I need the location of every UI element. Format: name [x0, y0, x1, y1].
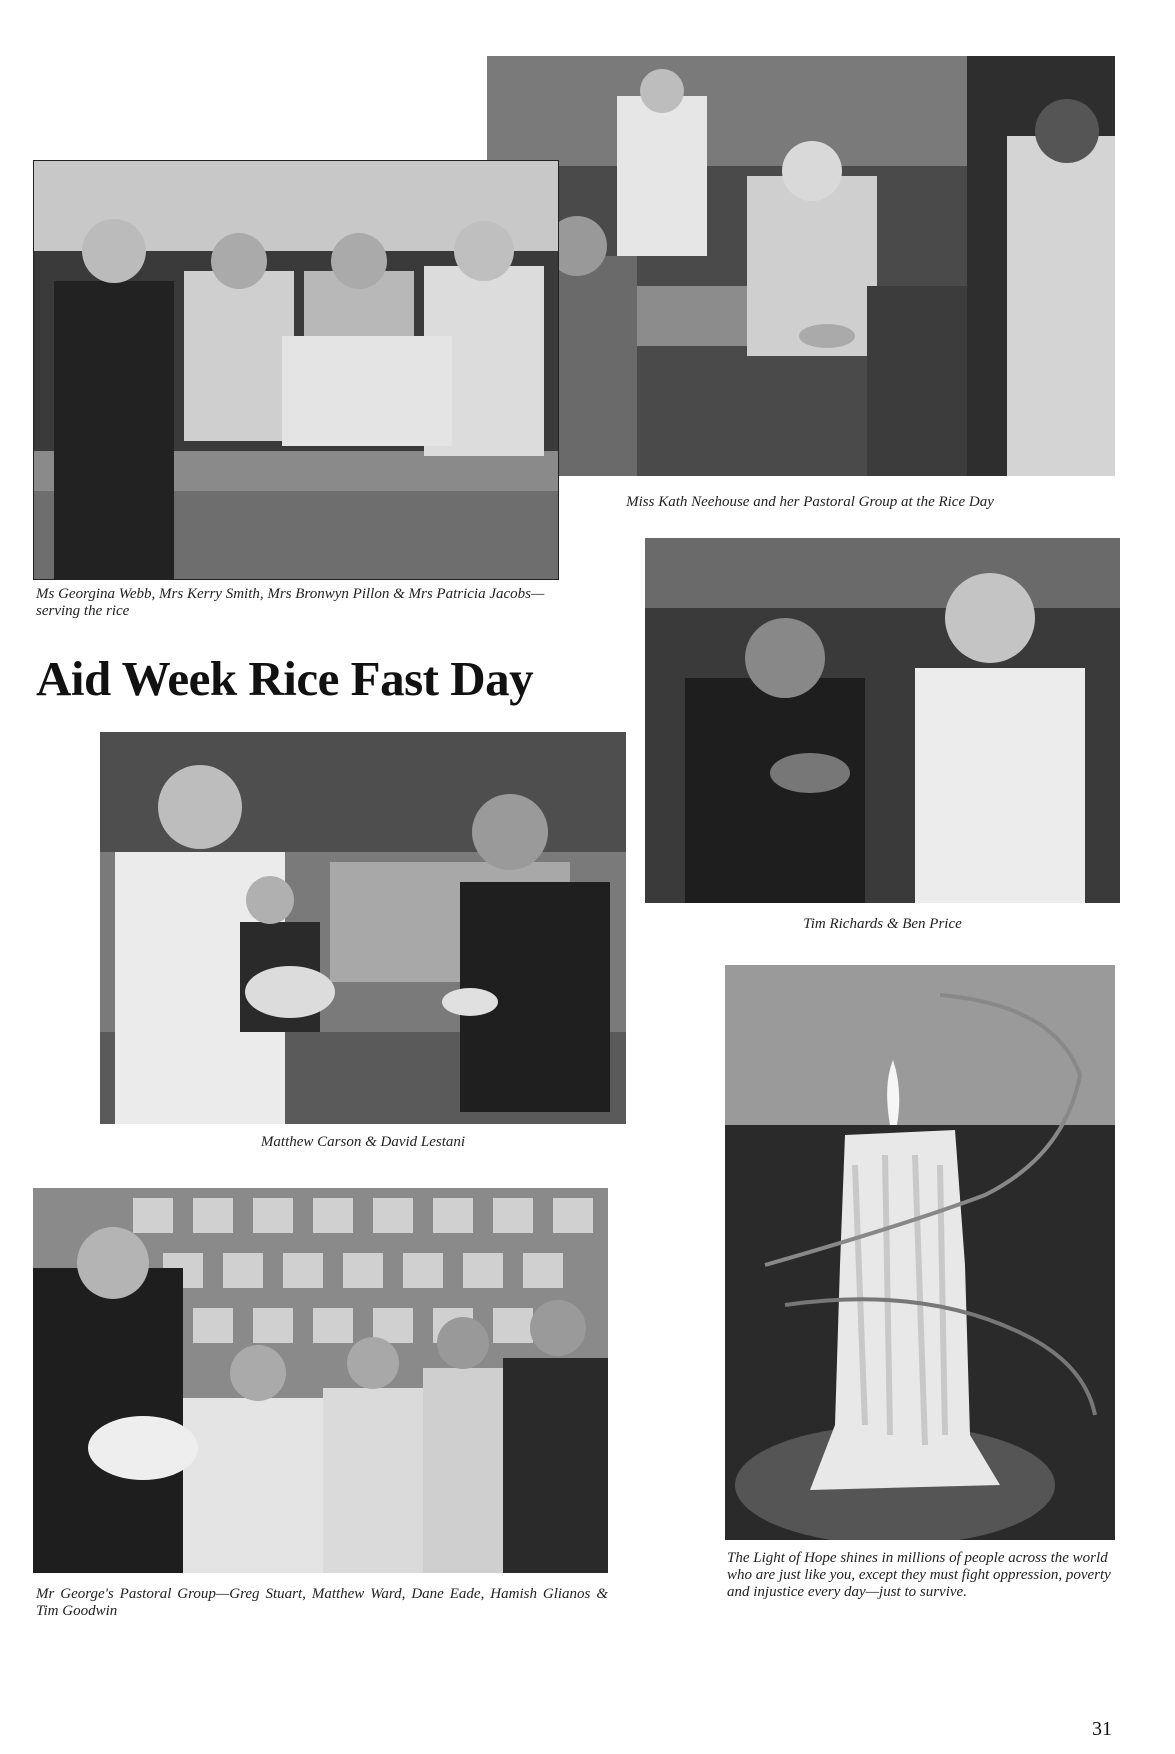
photo-george-pastoral-group: [33, 1188, 608, 1573]
photo-richards-price: [645, 538, 1120, 903]
caption-carson-lestani: Matthew Carson & David Lestani: [260, 1134, 466, 1150]
caption-light-of-hope: The Light of Hope shines in millions of people across the world who are just like you, except they must fight oppression, poverty and injustice every day—just to survive.: [727, 1550, 1111, 1600]
photo-staff-serving-rice: [33, 160, 559, 580]
caption-staff-serving-rice: Ms Georgina Webb, Mrs Kerry Smith, Mrs Bronwyn Pillon & Mrs Patricia Jacobs—serving the rice: [36, 586, 545, 619]
caption-neehouse-pastoral-group: Miss Kath Neehouse and her Pastoral Group at the Rice Day: [626, 494, 994, 510]
caption-richards-price: Tim Richards & Ben Price: [803, 916, 962, 932]
page-number: 31: [1092, 1718, 1112, 1740]
photo-neehouse-pastoral-group: [487, 56, 1115, 476]
photo-carson-lestani: [100, 732, 626, 1124]
caption-george-pastoral-group: Mr George's Pastoral Group—Greg Stuart, Matthew Ward, Dane Eade, Hamish Glianos & Tim Goodwin: [36, 1586, 608, 1619]
photo-light-of-hope-candle: [725, 965, 1115, 1540]
page-headline: Aid Week Rice Fast Day: [36, 651, 534, 706]
